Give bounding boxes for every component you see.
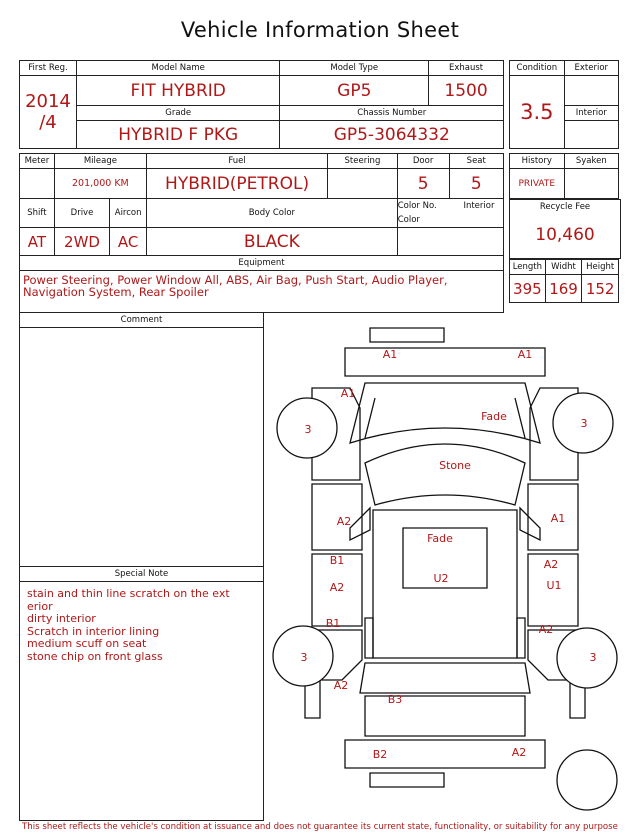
color-interior-label [397,199,503,228]
mark-interior-right: U1 [546,579,562,592]
top-info-table [19,60,504,149]
special-note-box [19,566,264,821]
aircon-label: Aircon [110,199,147,228]
condition-score: 3.5 [510,76,565,149]
history-label: History [510,154,565,169]
door: 5 [397,169,449,199]
mark-rear-door-left-upper: B1 [329,554,345,567]
mark-wheel-front-left: 3 [304,423,312,436]
disclaimer-footer: This sheet reflects the vehicle's condition at issuance and does not guarantee its current state, functionality, or suitability for any purpose [22,822,618,832]
aircon: AC [110,228,147,256]
drive: 2WD [54,228,109,256]
first-reg-month: /4 [39,112,57,133]
car-damage-diagram [265,318,625,823]
mark-front-bumper-left: A1 [382,348,398,361]
width-label: Widht [545,260,582,275]
equipment-list: Power Steering, Power Window All, ABS, Air Bag, Push Start, Audio Player, Navigation System, Rear Spoiler [20,271,504,313]
vehicle-spec-table [19,153,504,313]
interior-label: Interior [564,106,618,121]
mark-windshield: Stone [439,459,471,472]
interior-color-label: Interior Color [397,201,495,225]
fuel-label: Fuel [147,154,328,169]
recycle-fee-box [509,199,621,259]
special-note-item: medium scuff on seat [27,637,147,650]
height-label: Height [582,260,619,275]
length-label: Length [510,260,546,275]
seat-label: Seat [449,154,503,169]
comment-label: Comment [20,313,263,328]
mark-wheel-rear-right: 3 [589,651,597,664]
model-name-label: Model Name [76,61,280,76]
mark-rear-bumper-right: A2 [511,746,527,759]
chassis-label: Chassis Number [280,106,504,121]
special-note-label: Special Note [20,567,263,582]
body-color: BLACK [147,228,398,256]
model-name: FIT HYBRID [76,76,280,106]
mark-roof: Fade [427,532,453,545]
grade-label: Grade [76,106,280,121]
steering-value [328,169,398,199]
mark-wheel-front-right: 3 [580,417,588,430]
dimensions-table [509,259,619,303]
model-type: GP5 [280,76,429,106]
exterior-value [564,76,618,106]
mark-wheel-rear-left: 3 [300,651,308,664]
mark-rear-door-right: A2 [543,558,559,571]
mark-quarter-left: A2 [333,679,349,692]
first-reg-year: 2014 [25,91,71,112]
color-interior-value [397,228,503,256]
width: 169 [545,275,582,303]
special-note-list [20,582,263,663]
history: PRIVATE [510,169,565,199]
mark-hood: Fade [481,410,507,423]
mark-rocker-left: B1 [325,617,341,630]
comment-box [19,312,264,567]
chassis-number: GP5-3064332 [280,121,504,149]
mark-front-fender-left: A1 [340,387,356,400]
special-note-item: stain and thin line scratch on the ext erior [27,587,230,613]
recycle-fee: 10,460 [535,225,595,245]
special-note-item: Scratch in interior lining [27,624,160,638]
special-note-item: dirty interior [27,612,96,625]
shift: AT [20,228,55,256]
shift-label: Shift [20,199,55,228]
mileage: 201,000 KM [54,169,146,199]
page-title: Vehicle Information Sheet [180,18,460,42]
mark-rear-glass: B3 [387,693,403,706]
steering-label: Steering [328,154,398,169]
mark-rear-bumper-left: B2 [372,748,388,761]
mark-quarter-right: A2 [538,623,554,636]
mileage-label: Mileage [54,154,146,169]
body-color-label: Body Color [147,199,398,228]
syaken-value [564,169,618,199]
recycle-fee-label: Recycle Fee [539,202,591,212]
meter-label: Meter [20,154,55,169]
mark-interior: U2 [433,572,449,585]
syaken-label: Syaken [564,154,618,169]
fuel: HYBRID(PETROL) [147,169,328,199]
interior-value [564,121,618,149]
color-no-label: Color No. [397,201,437,211]
seat: 5 [449,169,503,199]
special-note-item: stone chip on front glass [27,649,163,663]
exhaust-label: Exhaust [429,61,504,76]
door-label: Door [397,154,449,169]
length: 395 [510,275,546,303]
first-reg-value [20,76,77,149]
meter-value [20,169,55,199]
mark-front-door-left: A2 [336,515,352,528]
first-reg-label: First Reg. [20,61,77,76]
model-type-label: Model Type [280,61,429,76]
height: 152 [582,275,619,303]
drive-label: Drive [54,199,109,228]
mark-rear-door-left: A2 [329,581,345,594]
mark-front-bumper-right: A1 [517,348,533,361]
exhaust: 1500 [429,76,504,106]
exterior-label: Exterior [564,61,618,76]
condition-table [509,60,619,149]
grade: HYBRID F PKG [76,121,280,149]
condition-label: Condition [510,61,565,76]
side-info-table [509,153,619,199]
equipment-label: Equipment [20,256,504,271]
mark-front-door-right: A1 [550,512,566,525]
